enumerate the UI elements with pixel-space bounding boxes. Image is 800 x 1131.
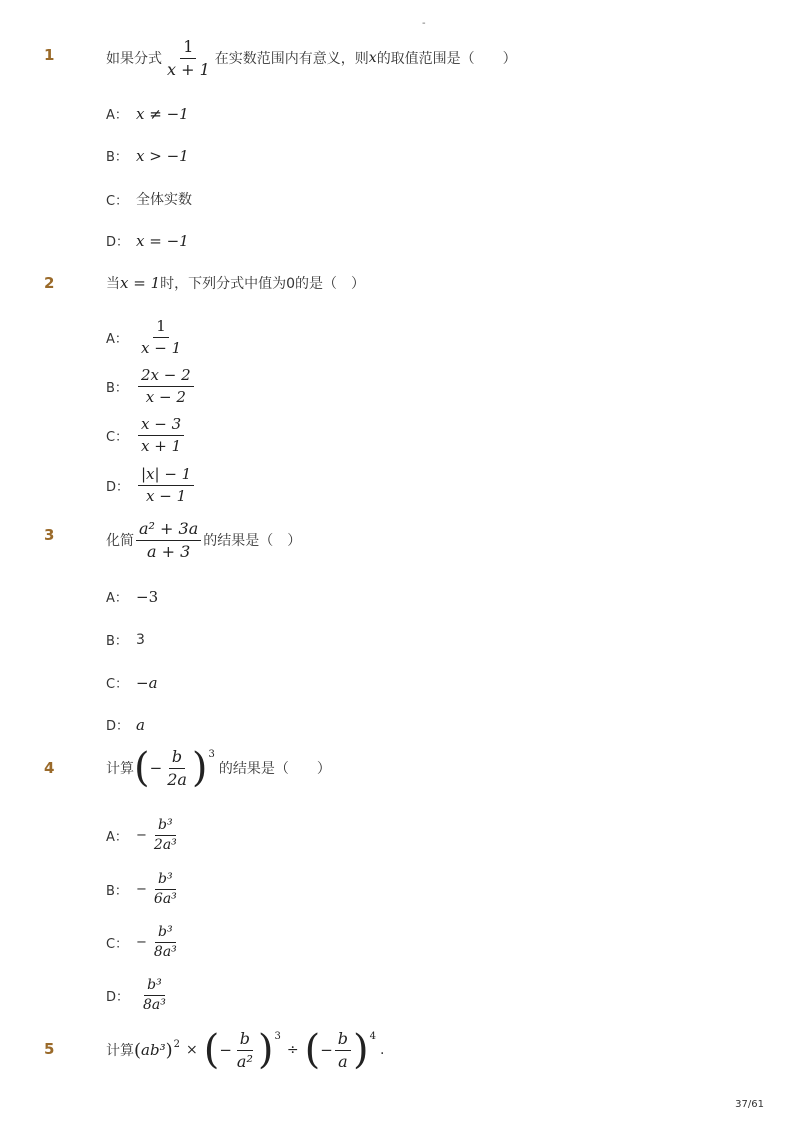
option-c[interactable]	[106, 925, 182, 961]
option-label: B：	[106, 150, 128, 165]
question-number: 2	[44, 274, 55, 292]
question-text: 的取值范围是（ ）	[376, 51, 517, 68]
fraction-denominator: x + 1	[167, 59, 210, 79]
fraction-denominator: 2a	[167, 769, 187, 789]
option-label: A：	[106, 591, 128, 606]
option-c[interactable]	[106, 673, 158, 692]
question-number: 1	[44, 46, 55, 64]
fraction-denominator: a	[338, 1051, 348, 1071]
option-value: x = −1	[136, 231, 189, 250]
fraction	[138, 318, 184, 356]
option-d[interactable]	[106, 978, 171, 1014]
times-sign: ×	[186, 1042, 198, 1059]
right-paren: )	[165, 1039, 173, 1061]
fraction	[136, 520, 201, 560]
divide-sign: ÷	[286, 1042, 299, 1059]
question-text: 化简	[106, 533, 134, 550]
option-label: D：	[106, 719, 130, 734]
option-d[interactable]	[106, 715, 145, 734]
minus-sign: −	[136, 935, 147, 951]
math-term: ab³	[141, 1041, 166, 1060]
minus-sign: −	[320, 1041, 333, 1060]
option-label: C：	[106, 937, 129, 953]
question-number: 5	[44, 1040, 55, 1058]
fraction-denominator: 6a³	[153, 891, 177, 908]
minus-sign: −	[136, 882, 147, 898]
period: .	[380, 1042, 385, 1059]
option-value: 全体实数	[136, 192, 192, 208]
question-text: 的结果是（ ）	[203, 533, 302, 550]
fraction-denominator: 8a³	[143, 997, 166, 1014]
fraction	[140, 978, 169, 1014]
option-b[interactable]	[106, 872, 182, 908]
fraction	[138, 367, 194, 405]
question-number: 4	[44, 759, 55, 777]
option-d[interactable]	[106, 231, 189, 250]
exponent: 3	[274, 1030, 281, 1042]
option-label: D：	[106, 479, 130, 495]
fraction-denominator: x − 1	[141, 338, 182, 357]
question-1-text	[106, 38, 517, 78]
fraction-denominator: x − 2	[145, 387, 186, 406]
fraction	[151, 818, 180, 854]
question-text: 计算	[106, 761, 134, 778]
option-label: B：	[106, 884, 128, 900]
page-number: 37/61	[735, 1099, 764, 1110]
fraction-numerator: 1	[153, 318, 169, 338]
option-label: B：	[106, 380, 128, 396]
question-3-text	[106, 520, 301, 560]
option-b[interactable]	[106, 630, 145, 649]
option-label: C：	[106, 677, 129, 692]
fraction-numerator: b³	[144, 978, 165, 996]
minus-sign: −	[136, 828, 147, 844]
option-value: x > −1	[136, 146, 189, 165]
fraction	[138, 416, 184, 454]
fraction-numerator: 1	[180, 38, 196, 59]
option-value: −a	[136, 673, 158, 692]
right-paren: )	[191, 745, 208, 792]
option-c[interactable]	[106, 416, 186, 454]
option-label: D：	[106, 990, 130, 1006]
fraction	[138, 466, 194, 504]
option-a[interactable]	[106, 318, 186, 356]
fraction	[234, 1030, 256, 1070]
exponent: 2	[173, 1038, 180, 1050]
question-text: 时，下列分式中值为0的是（ ）	[160, 276, 366, 292]
exponent: 4	[369, 1030, 377, 1042]
option-value: a	[136, 715, 145, 734]
fraction-numerator: b	[237, 1030, 253, 1051]
fraction-denominator: a²	[236, 1051, 253, 1071]
fraction	[164, 748, 190, 788]
fraction-numerator: b³	[155, 925, 176, 943]
math-variable: x	[368, 50, 377, 67]
left-paren: (	[134, 1039, 142, 1061]
left-paren: (	[203, 1027, 220, 1074]
question-5-text	[106, 1027, 385, 1074]
option-label: B：	[106, 634, 128, 649]
option-b[interactable]	[106, 367, 196, 405]
option-label: A：	[106, 830, 128, 846]
question-text: 当	[106, 276, 120, 292]
header-mark: -	[422, 18, 426, 29]
minus-sign: −	[219, 1041, 232, 1060]
fraction-denominator: x + 1	[141, 436, 182, 455]
fraction-numerator: x − 3	[138, 416, 184, 436]
fraction	[164, 38, 213, 78]
fraction-numerator: |x| − 1	[138, 466, 194, 486]
question-text: 在实数范围内有意义，则	[214, 51, 369, 68]
option-d[interactable]	[106, 466, 196, 504]
option-value: x ≠ −1	[136, 104, 189, 123]
fraction-denominator: x − 1	[146, 486, 187, 505]
option-c[interactable]	[106, 189, 192, 209]
math-condition: x = 1	[120, 274, 161, 292]
fraction-numerator: a² + 3a	[136, 520, 201, 541]
option-label: C：	[106, 193, 129, 209]
option-b[interactable]	[106, 146, 189, 165]
fraction	[335, 1030, 351, 1070]
exponent: 3	[208, 748, 215, 760]
fraction-denominator: 2a³	[153, 837, 177, 854]
right-paren: )	[257, 1027, 274, 1074]
left-paren: (	[304, 1027, 321, 1074]
question-number: 3	[44, 526, 55, 544]
question-4-text	[106, 745, 331, 792]
fraction-numerator: 2x − 2	[138, 367, 194, 387]
option-label: C：	[106, 429, 129, 445]
option-value: −3	[136, 587, 159, 606]
fraction-numerator: b³	[155, 872, 176, 890]
option-label: A：	[106, 108, 128, 123]
question-2-text	[106, 273, 365, 293]
option-label: A：	[106, 331, 128, 347]
option-a[interactable]	[106, 587, 158, 606]
fraction	[151, 872, 180, 908]
fraction-denominator: 8a³	[153, 944, 177, 961]
fraction-denominator: a + 3	[146, 541, 191, 561]
question-text: 计算	[106, 1043, 134, 1060]
minus-sign: −	[149, 759, 163, 778]
left-paren: (	[134, 745, 150, 792]
fraction-numerator: b³	[155, 818, 176, 836]
option-value: 3	[136, 631, 145, 648]
right-paren: )	[353, 1027, 369, 1074]
fraction-numerator: b	[169, 748, 185, 769]
option-label: D：	[106, 235, 130, 250]
fraction-numerator: b	[335, 1030, 351, 1051]
question-text: 如果分式	[106, 51, 162, 68]
option-a[interactable]	[106, 818, 182, 854]
option-a[interactable]	[106, 104, 189, 123]
question-text: 的结果是（ ）	[218, 761, 331, 778]
fraction	[151, 925, 180, 961]
